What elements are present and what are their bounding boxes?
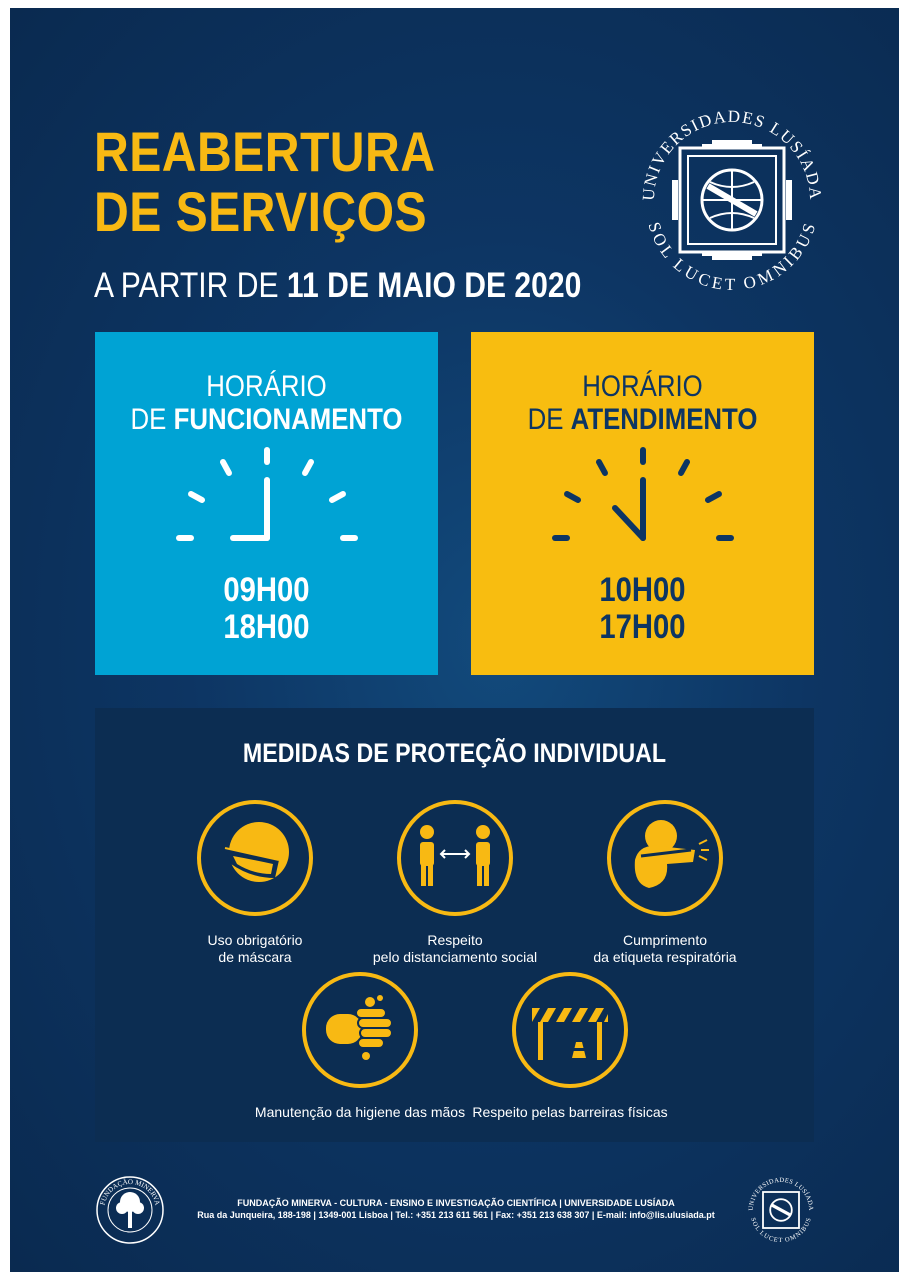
- svg-text:UNIVERSIDADES LUSÍADA: [748, 1177, 814, 1211]
- caption-line1: Cumprimento: [622, 932, 708, 948]
- measure-physical-barriers: [460, 970, 680, 1121]
- measure-caption: [460, 1104, 680, 1121]
- measure-respiratory-etiquette: [555, 798, 775, 966]
- caption-line1: Manutenção da higiene das mãos: [254, 1104, 466, 1120]
- title-line-1: REABERTURA: [94, 120, 436, 183]
- protection-measures-panel: [95, 708, 814, 1142]
- footer: [10, 1174, 899, 1244]
- closing-time: 18H00: [223, 608, 310, 646]
- caption-line2: da etiqueta respiratória: [593, 949, 737, 965]
- measures-title: MEDIDAS DE PROTEÇÃO INDIVIDUAL: [242, 738, 667, 768]
- cough-etiquette-icon: [605, 798, 725, 918]
- small-seal-top-text: UNIVERSIDADES LUSÍADA: [747, 1176, 815, 1211]
- face-mask-icon: [195, 798, 315, 918]
- measure-hand-hygiene: [250, 970, 470, 1121]
- social-distance-icon: [395, 798, 515, 918]
- schedule-title-line1: HORÁRIO: [582, 370, 703, 403]
- seal-top-text: UNIVERSIDADES LUSÍADA: [638, 106, 826, 202]
- measure-caption: [145, 932, 365, 966]
- schedule-operating-hours: [95, 332, 438, 675]
- small-seal-bottom-text: SOL LUCET OMNIBUS: [749, 1216, 813, 1245]
- subtitle-date: 11 DE MAIO DE 2020: [286, 266, 582, 305]
- opening-time: 10H00: [599, 571, 686, 609]
- universidade-lusiada-small-seal-icon: [745, 1174, 817, 1246]
- measure-caption: [555, 932, 775, 966]
- subtitle-prefix: A PARTIR DE: [94, 266, 279, 305]
- schedule-title: [119, 370, 414, 436]
- hand-washing-icon: [300, 970, 420, 1090]
- clock-icon: [157, 446, 377, 564]
- footer-line1: FUNDAÇÃO MINERVA - CULTURA - ENSINO E INVESTIGAÇÃO CIENTÍFICA | UNIVERSIDADE LUSÍADA: [237, 1198, 675, 1208]
- schedule-title-prefix: DE: [527, 403, 564, 436]
- clock-icon: [533, 446, 753, 564]
- measure-social-distance: [345, 798, 565, 966]
- caption-line2: pelo distanciamento social: [372, 949, 538, 965]
- footer-line2: Rua da Junqueira, 188-198 | 1349-001 Lisboa | Tel.: +351 213 611 561 | Fax: +351 213 638 307 | E-mail: info@lis.ulusiada.pt: [197, 1210, 715, 1220]
- caption-line1: Uso obrigatório: [207, 932, 303, 948]
- footer-contact: [186, 1197, 726, 1221]
- opening-time: 09H00: [223, 571, 310, 609]
- title-line-2: DE SERVIÇOS: [94, 180, 428, 243]
- fundacao-seal-text: FUNDAÇÃO MINERVA: [98, 1177, 162, 1206]
- caption-line1: Respeito: [427, 932, 483, 948]
- measure-caption: [250, 1104, 470, 1121]
- page-title: [94, 122, 435, 242]
- measure-caption: [345, 932, 565, 966]
- universidade-lusiada-seal-icon: [632, 100, 832, 300]
- closing-time: 17H00: [599, 608, 686, 646]
- caption-line2: de máscara: [218, 949, 292, 965]
- schedule-times: [119, 572, 414, 646]
- seal-bottom-text: SOL LUCET OMNIBUS: [644, 219, 820, 295]
- schedule-title-prefix: DE: [130, 403, 167, 436]
- measure-face-mask: [145, 798, 365, 966]
- schedule-times: [495, 572, 790, 646]
- schedule-service-hours: [471, 332, 814, 675]
- schedule-title: [495, 370, 790, 436]
- barrier-icon: [510, 970, 630, 1090]
- poster: [10, 8, 899, 1272]
- schedule-title-line1: HORÁRIO: [206, 370, 327, 403]
- reopening-date: [94, 266, 581, 306]
- schedule-title-bold: FUNCIONAMENTO: [173, 403, 403, 436]
- caption-line1: Respeito pelas barreiras físicas: [472, 1104, 668, 1120]
- fundacao-minerva-seal-icon: [94, 1174, 166, 1246]
- schedule-title-bold: ATENDIMENTO: [570, 403, 758, 436]
